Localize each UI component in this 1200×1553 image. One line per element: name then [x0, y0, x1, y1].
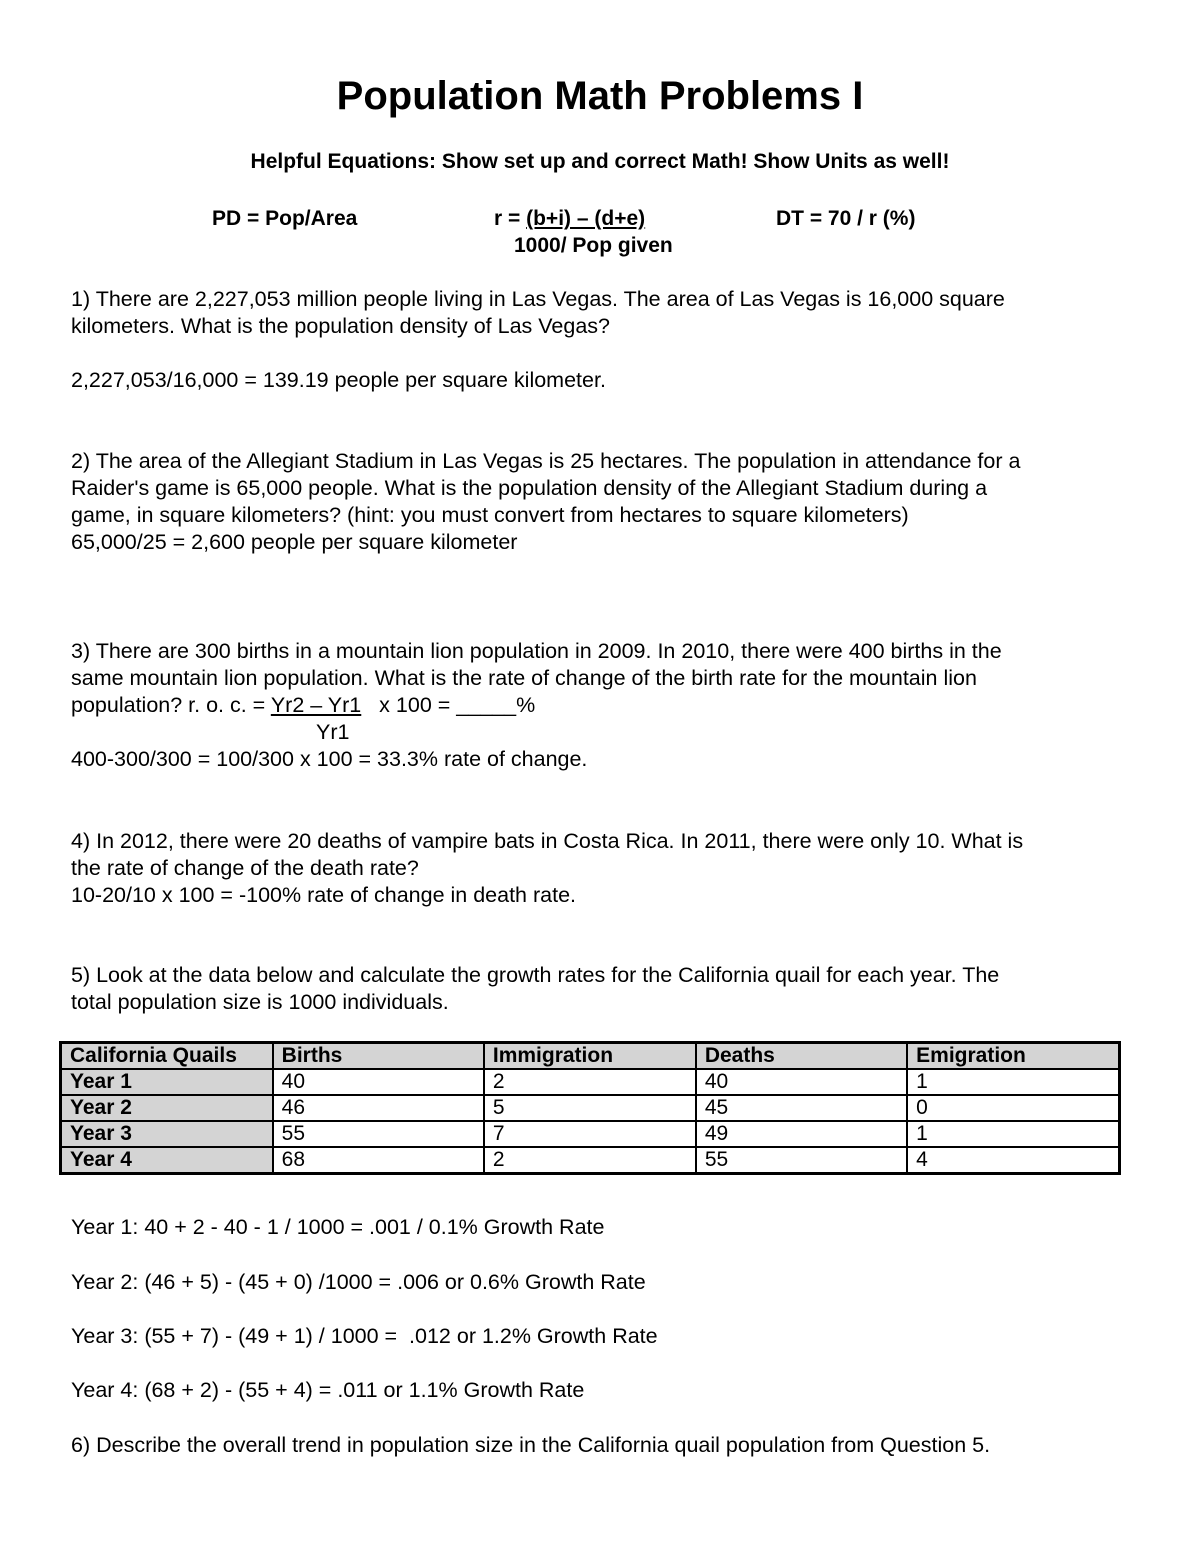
population-density-equation: PD = Pop/Area	[212, 207, 358, 230]
question-4-line-2: the rate of change of the death rate?	[71, 856, 419, 880]
question-2-line-3: game, in square kilometers? (hint: you must convert from hectares to square kilometers)	[71, 503, 909, 527]
table-header-cell: Births	[273, 1043, 484, 1070]
growth-rate-denominator: 1000/ Pop given	[514, 234, 673, 257]
table-cell: 4	[907, 1147, 1119, 1174]
table-cell: 0	[907, 1095, 1119, 1121]
growth-answer-year-4: Year 4: (68 + 2) - (55 + 4) = .011 or 1.1% Growth Rate	[71, 1378, 585, 1402]
table-cell: Year 1	[61, 1069, 273, 1095]
california-quail-table	[59, 1041, 1121, 1175]
table-header-row	[61, 1043, 1120, 1070]
question-4-answer: 10-20/10 x 100 = -100% rate of change in death rate.	[71, 883, 577, 907]
question-4-line-1: 4) In 2012, there were 20 deaths of vampire bats in Costa Rica. In 2011, there were only 10. What is	[71, 829, 1024, 853]
question-1-line-2: kilometers. What is the population density of Las Vegas?	[71, 314, 611, 338]
question-3-line-3	[71, 692, 1002, 719]
table-cell: 68	[273, 1147, 484, 1174]
table-header-cell: California Quails	[61, 1043, 273, 1070]
growth-answer-year-1: Year 1: 40 + 2 - 40 - 1 / 1000 = .001 / 0.1% Growth Rate	[71, 1215, 605, 1239]
question-1	[71, 286, 1005, 340]
table-cell: 55	[696, 1147, 907, 1174]
table-row	[61, 1069, 1120, 1095]
page-title: Population Math Problems I	[336, 74, 864, 118]
question-3-answer: 400-300/300 = 100/300 x 100 = 33.3% rate of change.	[71, 747, 588, 771]
question-1-line-1: 1) There are 2,227,053 million people living in Las Vegas. The area of Las Vegas is 16,000 square	[71, 287, 1005, 311]
table-cell: Year 3	[61, 1121, 273, 1147]
question-5	[71, 962, 999, 1016]
question-1-answer: 2,227,053/16,000 = 139.19 people per square kilometer.	[71, 368, 606, 392]
question-2-line-2: Raider's game is 65,000 people. What is the population density of the Allegiant Stadium during a	[71, 476, 988, 500]
roc-suffix: x 100 = _____%	[361, 693, 536, 717]
table-cell: 2	[484, 1069, 696, 1095]
table-cell: 1	[907, 1069, 1119, 1095]
table-cell: 5	[484, 1095, 696, 1121]
question-3-line-1: 3) There are 300 births in a mountain lion population in 2009. In 2010, there were 400 births in the	[71, 639, 1002, 663]
table-cell: 55	[273, 1121, 484, 1147]
table-header-cell: Deaths	[696, 1043, 907, 1070]
growth-answer-year-3: Year 3: (55 + 7) - (49 + 1) / 1000 = .012 or 1.2% Growth Rate	[71, 1324, 658, 1348]
roc-numerator: Yr2 – Yr1	[270, 693, 362, 717]
table-cell: 2	[484, 1147, 696, 1174]
table-header-cell: Immigration	[484, 1043, 696, 1070]
table-cell: 40	[696, 1069, 907, 1095]
table-cell: 45	[696, 1095, 907, 1121]
question-4	[71, 828, 1023, 909]
growth-answer-year-2: Year 2: (46 + 5) - (45 + 0) /1000 = .006 or 0.6% Growth Rate	[71, 1270, 646, 1294]
question-5-line-1: 5) Look at the data below and calculate the growth rates for the California quail for each year. The	[71, 963, 1000, 987]
table-cell: 1	[907, 1121, 1119, 1147]
roc-denominator: Yr1	[316, 720, 350, 744]
helpful-equations-heading: Helpful Equations: Show set up and correct Math! Show Units as well!	[250, 150, 950, 173]
table-cell: 49	[696, 1121, 907, 1147]
growth-rate-equation	[494, 207, 645, 231]
question-3	[71, 638, 1002, 719]
table-cell: 40	[273, 1069, 484, 1095]
table-header-cell: Emigration	[907, 1043, 1119, 1070]
question-2-line-1: 2) The area of the Allegiant Stadium in Las Vegas is 25 hectares. The population in attendance for a	[71, 449, 1021, 473]
table-cell: Year 4	[61, 1147, 273, 1174]
question-2-answer: 65,000/25 = 2,600 people per square kilometer	[71, 530, 518, 554]
question-2	[71, 448, 1020, 556]
table-cell: 46	[273, 1095, 484, 1121]
question-5-line-2: total population size is 1000 individuals.	[71, 990, 449, 1014]
roc-prefix: population? r. o. c. =	[71, 693, 271, 717]
growth-rate-numerator: (b+i) – (d+e)	[526, 207, 646, 230]
table-row	[61, 1095, 1120, 1121]
table-cell: Year 2	[61, 1095, 273, 1121]
growth-rate-prefix: r =	[494, 207, 527, 230]
table-cell: 7	[484, 1121, 696, 1147]
doubling-time-equation: DT = 70 / r (%)	[776, 207, 916, 230]
table-row	[61, 1147, 1120, 1174]
question-3-line-2: same mountain lion population. What is the rate of change of the birth rate for the mountain lion	[71, 666, 977, 690]
question-6: 6) Describe the overall trend in population size in the California quail population from Question 5.	[71, 1433, 991, 1457]
table-row	[61, 1121, 1120, 1147]
